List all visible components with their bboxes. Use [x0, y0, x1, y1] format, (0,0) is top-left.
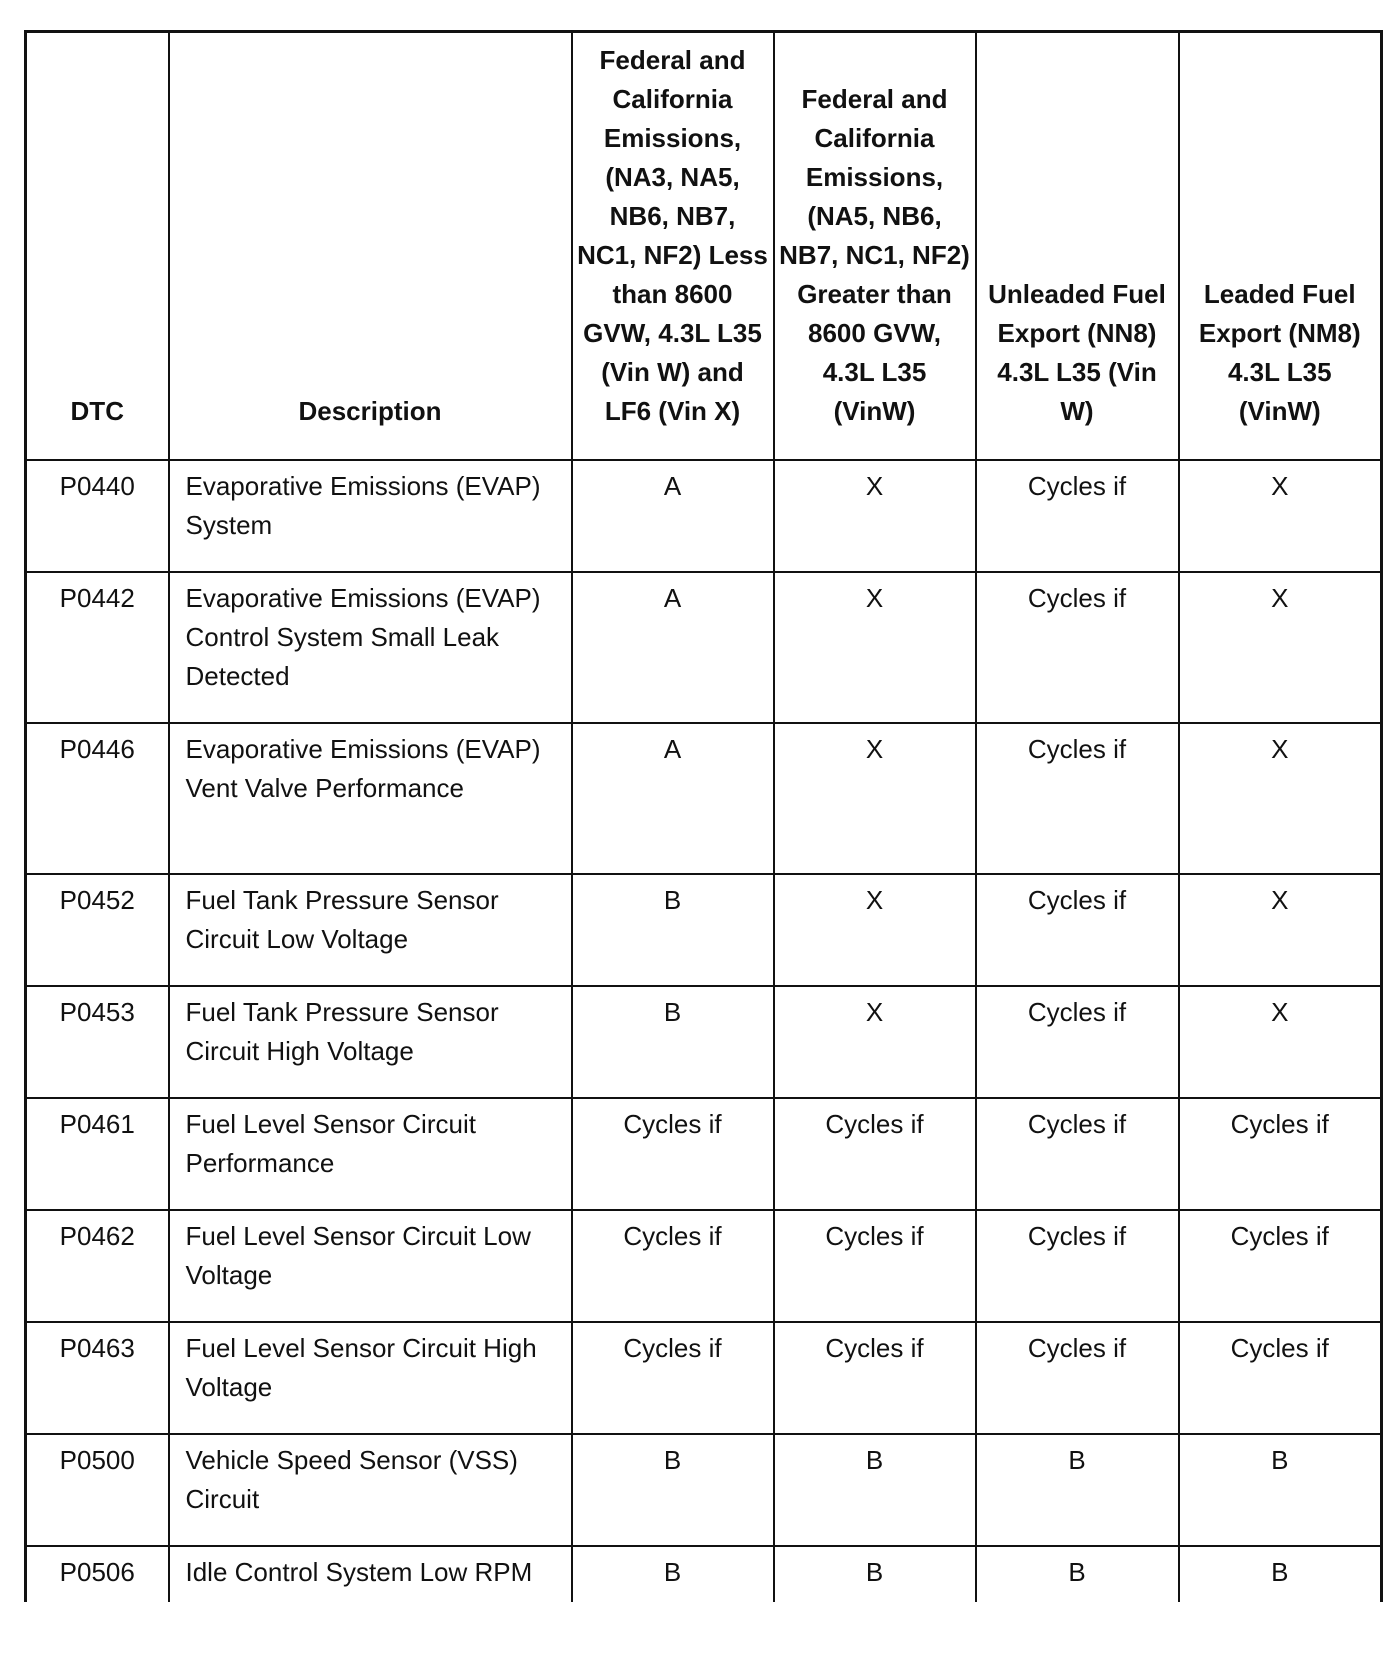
header-dtc: DTC [26, 32, 169, 460]
cell-col-b: Cycles if [774, 1210, 976, 1322]
cell-col-d: X [1179, 572, 1382, 723]
dtc-code: P0462 [26, 1210, 169, 1322]
dtc-code: P0500 [26, 1434, 169, 1546]
cell-col-a: B [572, 986, 774, 1098]
cell-col-a: Cycles if [572, 1322, 774, 1434]
cell-col-d: X [1179, 460, 1382, 572]
table-row [26, 723, 1382, 874]
cell-col-a: A [572, 460, 774, 572]
cell-col-c: Cycles if [976, 874, 1179, 986]
dtc-description: Fuel Level Sensor Circuit Low Voltage [169, 1210, 572, 1322]
cell-col-d: Cycles if [1179, 1210, 1382, 1322]
dtc-description: Fuel Tank Pressure Sensor Circuit Low Voltage [169, 874, 572, 986]
table-row [26, 1098, 1382, 1210]
dtc-code: P0453 [26, 986, 169, 1098]
cell-col-d: X [1179, 986, 1382, 1098]
dtc-description: Evaporative Emissions (EVAP) Vent Valve Performance [169, 723, 572, 874]
cell-col-a: Cycles if [572, 1210, 774, 1322]
cell-col-c: B [976, 1434, 1179, 1546]
cell-col-c: B [976, 1546, 1179, 1602]
dtc-code: P0442 [26, 572, 169, 723]
table-row [26, 1322, 1382, 1434]
cell-col-d: X [1179, 874, 1382, 986]
dtc-description: Idle Control System Low RPM [169, 1546, 572, 1602]
cell-col-a: A [572, 723, 774, 874]
header-description: Description [169, 32, 572, 460]
cell-col-b: X [774, 460, 976, 572]
cell-col-d: Cycles if [1179, 1322, 1382, 1434]
header-leaded-fuel-export: Leaded Fuel Export (NM8) 4.3L L35 (VinW) [1179, 32, 1382, 460]
cell-col-c: Cycles if [976, 986, 1179, 1098]
cell-col-b: X [774, 986, 976, 1098]
table-row [26, 1210, 1382, 1322]
cell-col-c: Cycles if [976, 723, 1179, 874]
header-unleaded-fuel-export: Unleaded Fuel Export (NN8) 4.3L L35 (Vin W) [976, 32, 1179, 460]
dtc-description: Evaporative Emissions (EVAP) System [169, 460, 572, 572]
cell-col-b: B [774, 1434, 976, 1546]
cell-col-d: Cycles if [1179, 1098, 1382, 1210]
table-row [26, 874, 1382, 986]
cell-col-b: Cycles if [774, 1098, 976, 1210]
dtc-code: P0452 [26, 874, 169, 986]
dtc-code: P0506 [26, 1546, 169, 1602]
dtc-description: Fuel Level Sensor Circuit High Voltage [169, 1322, 572, 1434]
cell-col-a: Cycles if [572, 1098, 774, 1210]
cell-col-c: Cycles if [976, 1098, 1179, 1210]
cell-col-d: B [1179, 1434, 1382, 1546]
header-federal-california-less-8600: Federal and California Emissions, (NA3, NA5, NB6, NB7, NC1, NF2) Less than 8600 GVW, 4.3L L35 (Vin W) and LF6 (Vin X) [572, 32, 774, 460]
dtc-code: P0446 [26, 723, 169, 874]
cell-col-a: B [572, 1546, 774, 1602]
table-row [26, 460, 1382, 572]
cell-col-d: X [1179, 723, 1382, 874]
dtc-code: P0463 [26, 1322, 169, 1434]
cell-col-c: Cycles if [976, 1322, 1179, 1434]
cell-col-b: X [774, 874, 976, 986]
dtc-code: P0461 [26, 1098, 169, 1210]
cell-col-b: B [774, 1546, 976, 1602]
dtc-description: Fuel Tank Pressure Sensor Circuit High Voltage [169, 986, 572, 1098]
table-row [26, 572, 1382, 723]
cell-col-d: B [1179, 1546, 1382, 1602]
cell-col-c: Cycles if [976, 460, 1179, 572]
cell-col-a: B [572, 1434, 774, 1546]
dtc-description: Fuel Level Sensor Circuit Performance [169, 1098, 572, 1210]
dtc-description: Vehicle Speed Sensor (VSS) Circuit [169, 1434, 572, 1546]
table-row [26, 1434, 1382, 1546]
table-row [26, 1546, 1382, 1602]
cell-col-b: X [774, 572, 976, 723]
table-row [26, 986, 1382, 1098]
cell-col-b: Cycles if [774, 1322, 976, 1434]
cell-col-a: A [572, 572, 774, 723]
dtc-description: Evaporative Emissions (EVAP) Control System Small Leak Detected [169, 572, 572, 723]
cell-col-c: Cycles if [976, 572, 1179, 723]
header-row [26, 32, 1382, 460]
cell-col-a: B [572, 874, 774, 986]
cell-col-b: X [774, 723, 976, 874]
cell-col-c: Cycles if [976, 1210, 1179, 1322]
header-federal-california-greater-8600: Federal and California Emissions, (NA5, NB6, NB7, NC1, NF2) Greater than 8600 GVW, 4.3L L35 (VinW) [774, 32, 976, 460]
dtc-table [24, 30, 1383, 1602]
dtc-code: P0440 [26, 460, 169, 572]
